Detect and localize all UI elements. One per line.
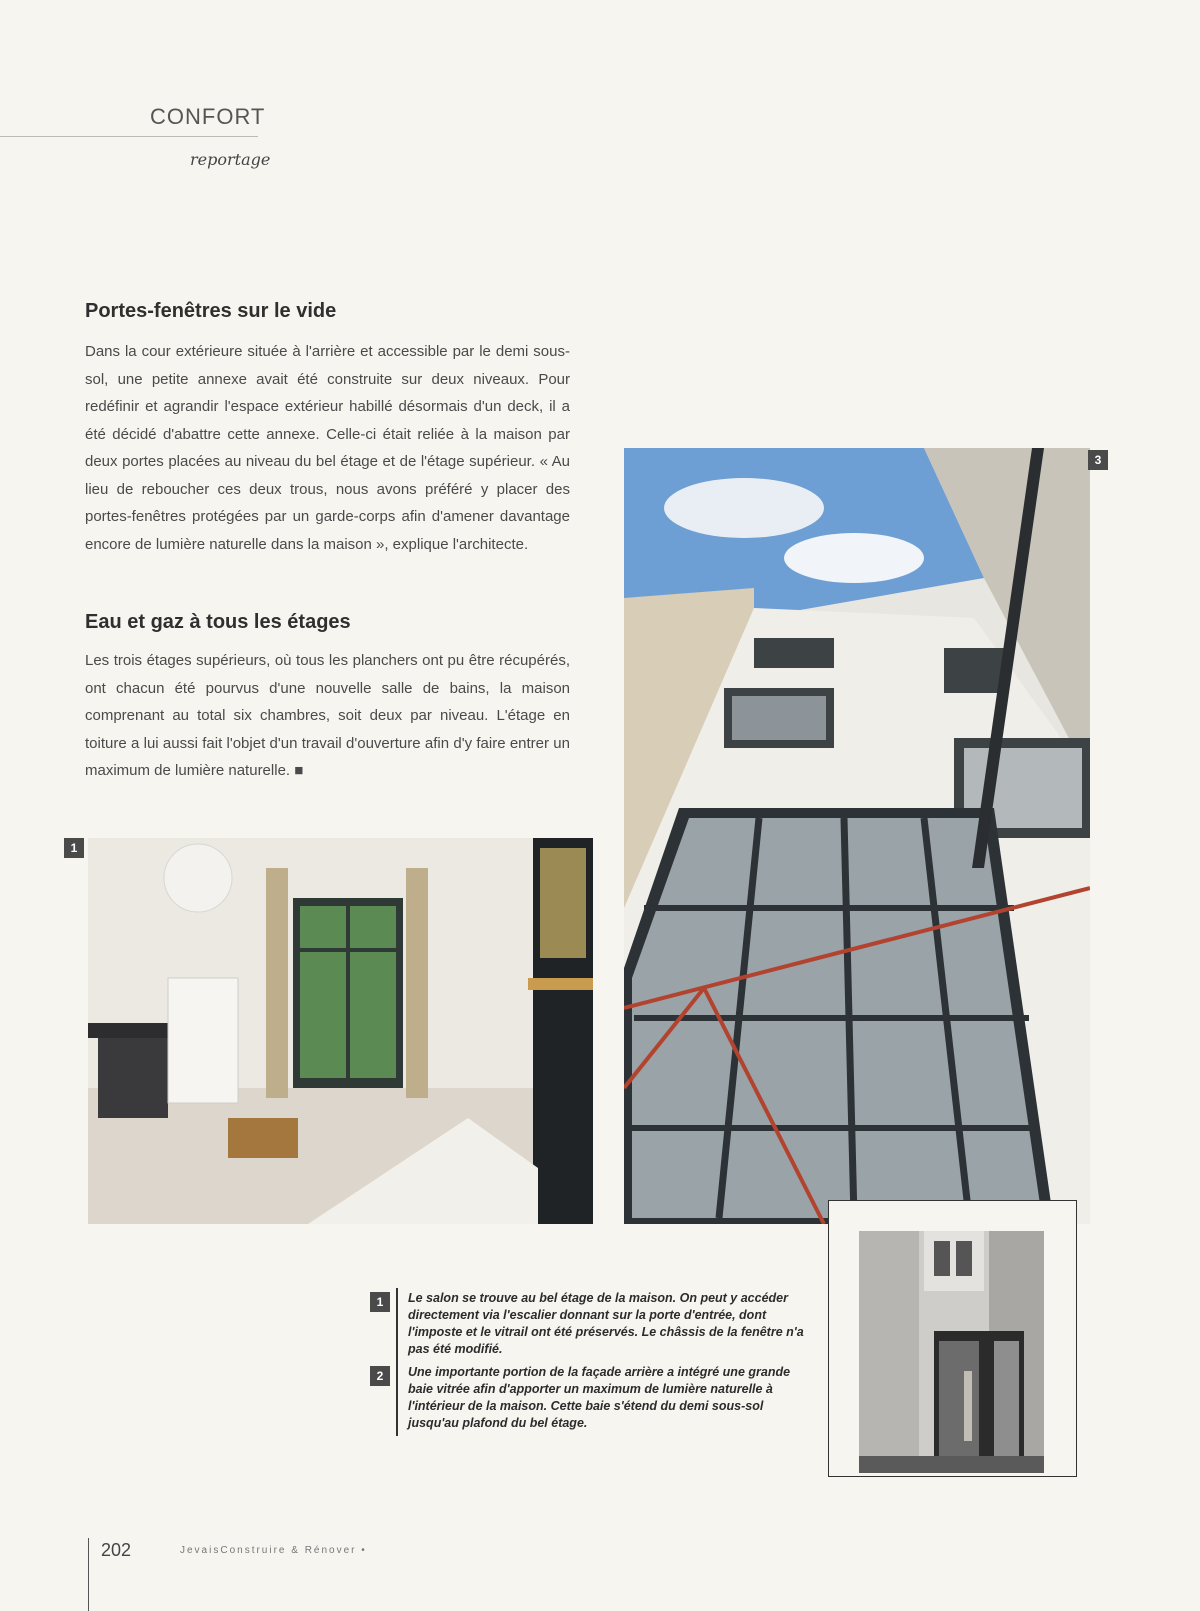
photo-living-room (88, 838, 593, 1224)
caption-text-2: Une importante portion de la façade arrière a intégré une grande baie vitrée afin d'apporter un maximum de lumière naturelle à l'intérieur de la maison. Cette baie s'étend du demi sous-sol jusqu'au plafond du bel étage. (408, 1365, 791, 1430)
section-sublabel: reportage (190, 150, 271, 169)
section-heading-portes-fenetres: Portes-fenêtres sur le vide (85, 300, 337, 322)
caption-rule (396, 1288, 398, 1436)
footer-rule (88, 1538, 89, 1611)
photo-inset-frame (828, 1200, 1077, 1477)
caption-number-badge-2: 2 (370, 1366, 390, 1386)
caption-number-badge-1: 1 (370, 1292, 390, 1312)
photo-facade (624, 448, 1090, 1224)
photo-rear-courtyard-before (859, 1231, 1044, 1473)
page-number: 202 (101, 1540, 132, 1560)
caption-text-1: Le salon se trouve au bel étage de la maison. On peut y accéder directement via l'escalier donnant sur la porte d'entrée, dont l'imposte et le vitrail ont été préservés. Le châssis de la fenêtre n'a pas été modifié. (408, 1291, 804, 1356)
photo-number-badge-1: 1 (64, 838, 84, 858)
photo-number-badge-3: 3 (1088, 450, 1108, 470)
section-heading-eau-gaz: Eau et gaz à tous les étages (85, 611, 351, 633)
section-body-eau-gaz: Les trois étages supérieurs, où tous les planchers ont pu être récupérés, ont chacun été pourvus d'une nouvelle salle de bains, la maison comprenant au total six chambres, soit deux par niveau. L'étage en toiture a lui aussi fait l'objet d'un travail d'ouverture afin d'y faire entrer un maximum de lumière naturelle. ■ (85, 652, 570, 779)
section-body-portes-fenetres: Dans la cour extérieure située à l'arrière et accessible par le demi sous-sol, une petite annexe avait été construite sur deux niveaux. Pour redéfinir et agrandir l'espace extérieur habillé désormais d'un deck, il a été décidé d'abattre cette annexe. Celle-ci était reliée à la maison par deux portes placées au niveau du bel étage et de l'étage supérieur. « Au lieu de reboucher ces deux trous, nous avons préféré y placer des portes-fenêtres protégées par un garde-corps afin d'amener davantage encore de lumière naturelle dans la maison », explique l'architecte. (85, 343, 570, 553)
section-label: CONFORT (150, 104, 266, 129)
magazine-title: JevaisConstruire & Rénover • (180, 1545, 367, 1556)
header-divider (0, 136, 258, 137)
